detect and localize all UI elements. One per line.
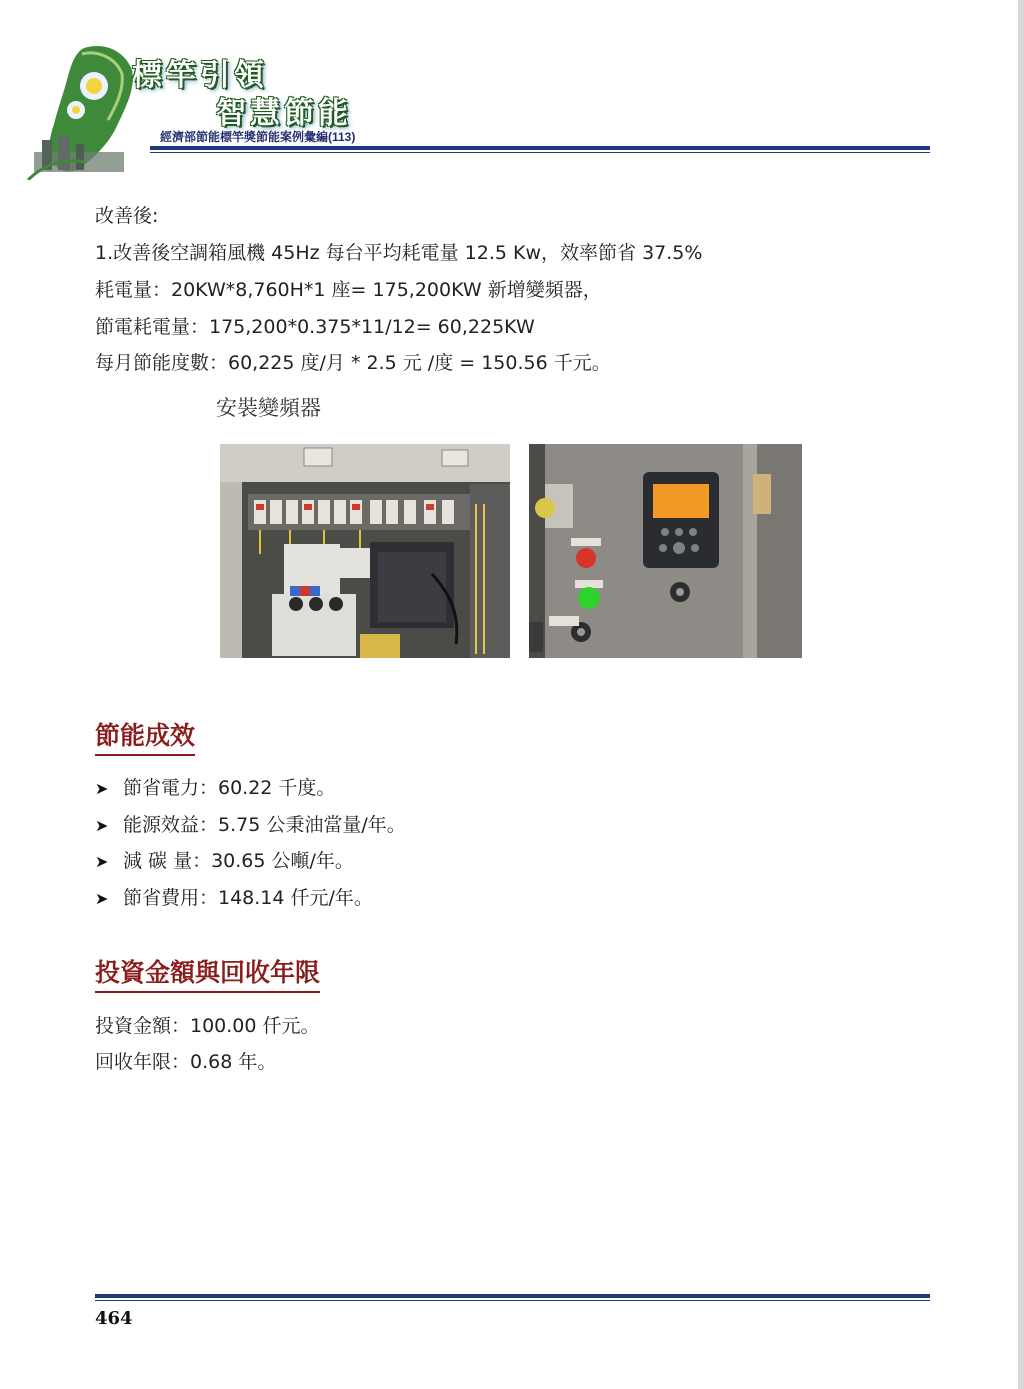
body-line-4: 每月節能度數：60,225 度/月 * 2.5 元 /度 = 150.56 千元。 — [95, 352, 611, 374]
investment-heading: 投資金額與回收年限 — [95, 953, 320, 993]
arrow-bullet-icon: ➤ — [95, 816, 109, 835]
savings-item-text: 能源效益：5.75 公秉油當量/年。 — [123, 814, 406, 836]
payback-period: 回收年限：0.68 年。 — [95, 1051, 277, 1073]
investment-amount: 投資金額：100.00 仟元。 — [95, 1015, 320, 1037]
header-subtitle: 經濟部節能標竿獎節能案例彙編(113) — [160, 130, 356, 144]
arrow-bullet-icon: ➤ — [95, 779, 109, 798]
footer-rule — [95, 1294, 930, 1298]
header-rule — [150, 146, 930, 150]
savings-item — [95, 776, 335, 801]
footer-rule-thin — [95, 1300, 930, 1301]
arrow-bullet-icon: ➤ — [95, 852, 109, 871]
savings-item — [95, 849, 354, 874]
arrow-bullet-icon: ➤ — [95, 889, 109, 908]
page-number: 464 — [95, 1308, 133, 1329]
logo-title-line2: 智慧節能 — [216, 96, 352, 131]
savings-item-text: 節省電力：60.22 千度。 — [123, 777, 336, 799]
savings-item — [95, 813, 406, 838]
body-line-1: 1.改善後空調箱風機 45Hz 每台平均耗電量 12.5 Kw，效率節省 37.5% — [95, 242, 703, 264]
photo-caption: 安裝變頻器 — [216, 396, 321, 420]
header-rule-thin — [150, 152, 930, 153]
logo-title-line1: 標竿引領 — [132, 58, 268, 93]
savings-item — [95, 886, 373, 911]
page-edge — [1018, 0, 1024, 1389]
after-improvement-label: 改善後: — [95, 205, 159, 227]
savings-item-text: 節省費用：148.14 仟元/年。 — [123, 887, 373, 909]
inverter-control-panel-photo — [529, 444, 802, 658]
savings-heading: 節能成效 — [95, 716, 195, 756]
body-line-3: 節電耗電量：175,200*0.375*11/12= 60,225KW — [95, 316, 535, 338]
savings-item-text: 減 碳 量：30.65 公噸/年。 — [123, 850, 354, 872]
panel-wiring-photo — [220, 444, 510, 658]
body-line-2: 耗電量：20KW*8,760H*1 座= 175,200KW 新增變頻器， — [95, 279, 602, 301]
